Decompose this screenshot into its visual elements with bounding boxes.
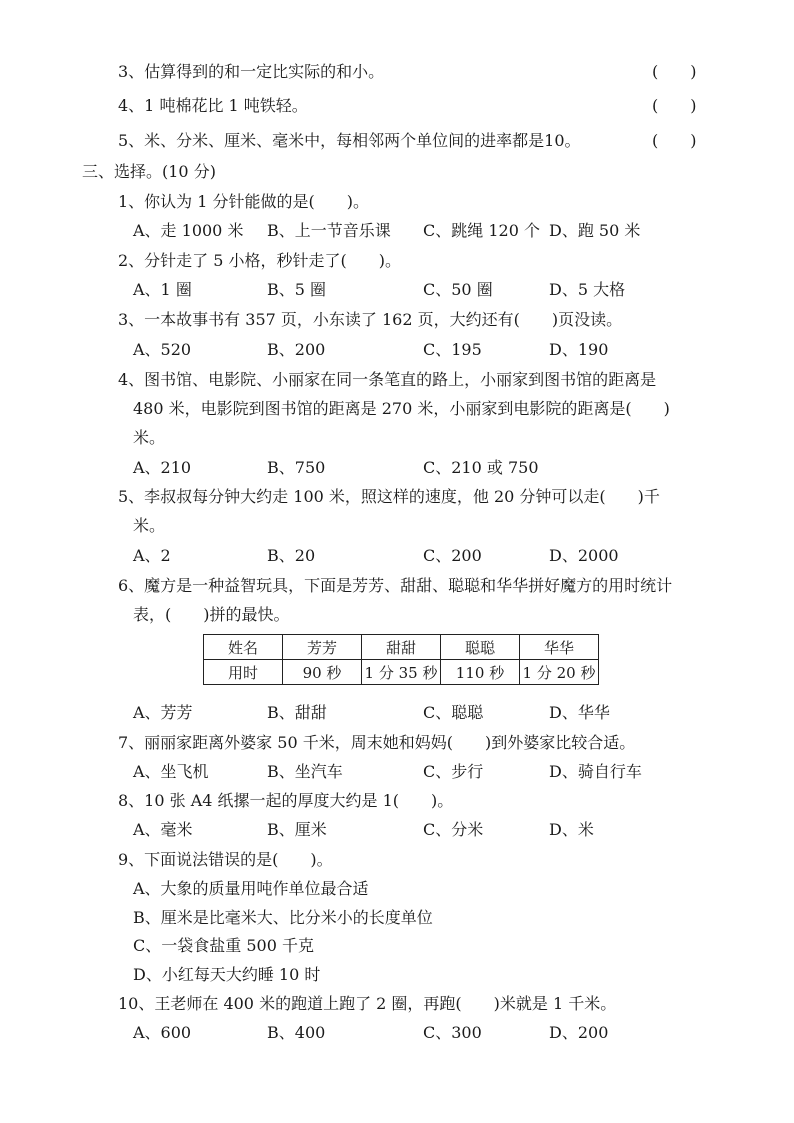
table-cell: 1 分 35 秒: [362, 660, 441, 685]
option-d: D、190: [549, 340, 609, 359]
question-5-stem-line-2: 米。: [133, 516, 166, 535]
question-6-stem-line-1: 6、魔方是一种益智玩具，下面是芳芳、甜甜、聪聪和华华拼好魔方的用时统计: [118, 576, 673, 595]
question-4-stem-line-2: 480 米，电影院到图书馆的距离是 270 米，小丽家到电影院的距离是( ): [133, 399, 670, 418]
option-a: A、芳芳: [133, 703, 193, 722]
question-4-stem-line-3: 米。: [133, 428, 166, 447]
option-a: A、毫米: [133, 820, 193, 839]
question-9-option-c: C、一袋食盐重 500 千克: [133, 936, 314, 955]
option-b: B、200: [267, 340, 326, 359]
question-5-stem-line-1: 5、李叔叔每分钟大约走 100 米，照这样的速度，他 20 分钟可以走( )千: [118, 487, 660, 506]
table-cell: 90 秒: [283, 660, 362, 685]
table-cell: 姓名: [204, 635, 283, 660]
option-a: A、走 1000 米: [133, 221, 244, 240]
question-2-stem: 2、分针走了 5 小格，秒针走了( )。: [118, 251, 402, 270]
question-9-option-b: B、厘米是比毫米大、比分米小的长度单位: [133, 908, 433, 927]
table-cell: 用时: [204, 660, 283, 685]
option-a: A、坐飞机: [133, 762, 209, 781]
question-9-option-a: A、大象的质量用吨作单位最合适: [133, 879, 369, 898]
option-c: C、210 或 750: [423, 458, 539, 477]
option-c: C、聪聪: [423, 703, 484, 722]
option-d: D、骑自行车: [549, 762, 642, 781]
option-b: B、400: [267, 1023, 326, 1042]
timing-table: [203, 634, 599, 685]
table-cell: 华华: [520, 635, 599, 660]
judge-answer-5: ( ): [652, 131, 697, 150]
judge-answer-4: ( ): [652, 96, 697, 115]
option-a: A、210: [133, 458, 192, 477]
judge-answer-3: ( ): [652, 62, 697, 81]
question-4-stem-line-1: 4、图书馆、电影院、小丽家在同一条笔直的路上，小丽家到图书馆的距离是: [118, 370, 657, 389]
option-d: D、5 大格: [549, 280, 626, 299]
question-7-stem: 7、丽丽家距离外婆家 50 千米，周末她和妈妈( )到外婆家比较合适。: [118, 733, 636, 752]
option-d: D、跑 50 米: [549, 221, 641, 240]
table-cell: 芳芳: [283, 635, 362, 660]
option-d: D、200: [549, 1023, 609, 1042]
question-6-stem-line-2: 表，( )拼的最快。: [133, 605, 290, 624]
option-d: D、米: [549, 820, 594, 839]
option-b: B、厘米: [267, 820, 327, 839]
table-row: [204, 660, 599, 685]
question-10-stem: 10、王老师在 400 米的跑道上跑了 2 圈，再跑( )米就是 1 千米。: [118, 994, 617, 1013]
table-cell: 甜甜: [362, 635, 441, 660]
option-c: C、跳绳 120 个: [423, 221, 540, 240]
option-b: B、上一节音乐课: [267, 221, 391, 240]
judge-item-5: 5、米、分米、厘米、毫米中，每相邻两个单位间的进率都是10。: [118, 131, 581, 150]
option-b: B、20: [267, 546, 316, 565]
question-9-stem: 9、下面说法错误的是( )。: [118, 850, 333, 869]
option-c: C、50 圈: [423, 280, 493, 299]
option-c: C、300: [423, 1023, 482, 1042]
section-title: 三、选择。(10 分): [82, 162, 216, 181]
table-header-row: [204, 635, 599, 660]
option-a: A、2: [133, 546, 171, 565]
option-a: A、600: [133, 1023, 192, 1042]
question-1-stem: 1、你认为 1 分针能做的是( )。: [118, 192, 370, 211]
option-b: B、坐汽车: [267, 762, 343, 781]
option-b: B、甜甜: [267, 703, 327, 722]
option-a: A、520: [133, 340, 192, 359]
option-c: C、200: [423, 546, 482, 565]
judge-item-3: 3、估算得到的和一定比实际的和小。: [118, 62, 385, 81]
judge-item-4: 4、1 吨棉花比 1 吨铁轻。: [118, 96, 308, 115]
table-cell: 1 分 20 秒: [520, 660, 599, 685]
table-cell: 聪聪: [441, 635, 520, 660]
option-d: D、2000: [549, 546, 619, 565]
table-cell: 110 秒: [441, 660, 520, 685]
option-a: A、1 圈: [133, 280, 192, 299]
option-d: D、华华: [549, 703, 610, 722]
option-b: B、750: [267, 458, 326, 477]
question-9-option-d: D、小红每天大约睡 10 时: [133, 965, 321, 984]
option-c: C、步行: [423, 762, 484, 781]
question-3-stem: 3、一本故事书有 357 页，小东读了 162 页，大约还有( )页没读。: [118, 310, 623, 329]
option-b: B、5 圈: [267, 280, 327, 299]
option-c: C、分米: [423, 820, 484, 839]
question-8-stem: 8、10 张 A4 纸摞一起的厚度大约是 1( )。: [118, 791, 454, 810]
option-c: C、195: [423, 340, 482, 359]
